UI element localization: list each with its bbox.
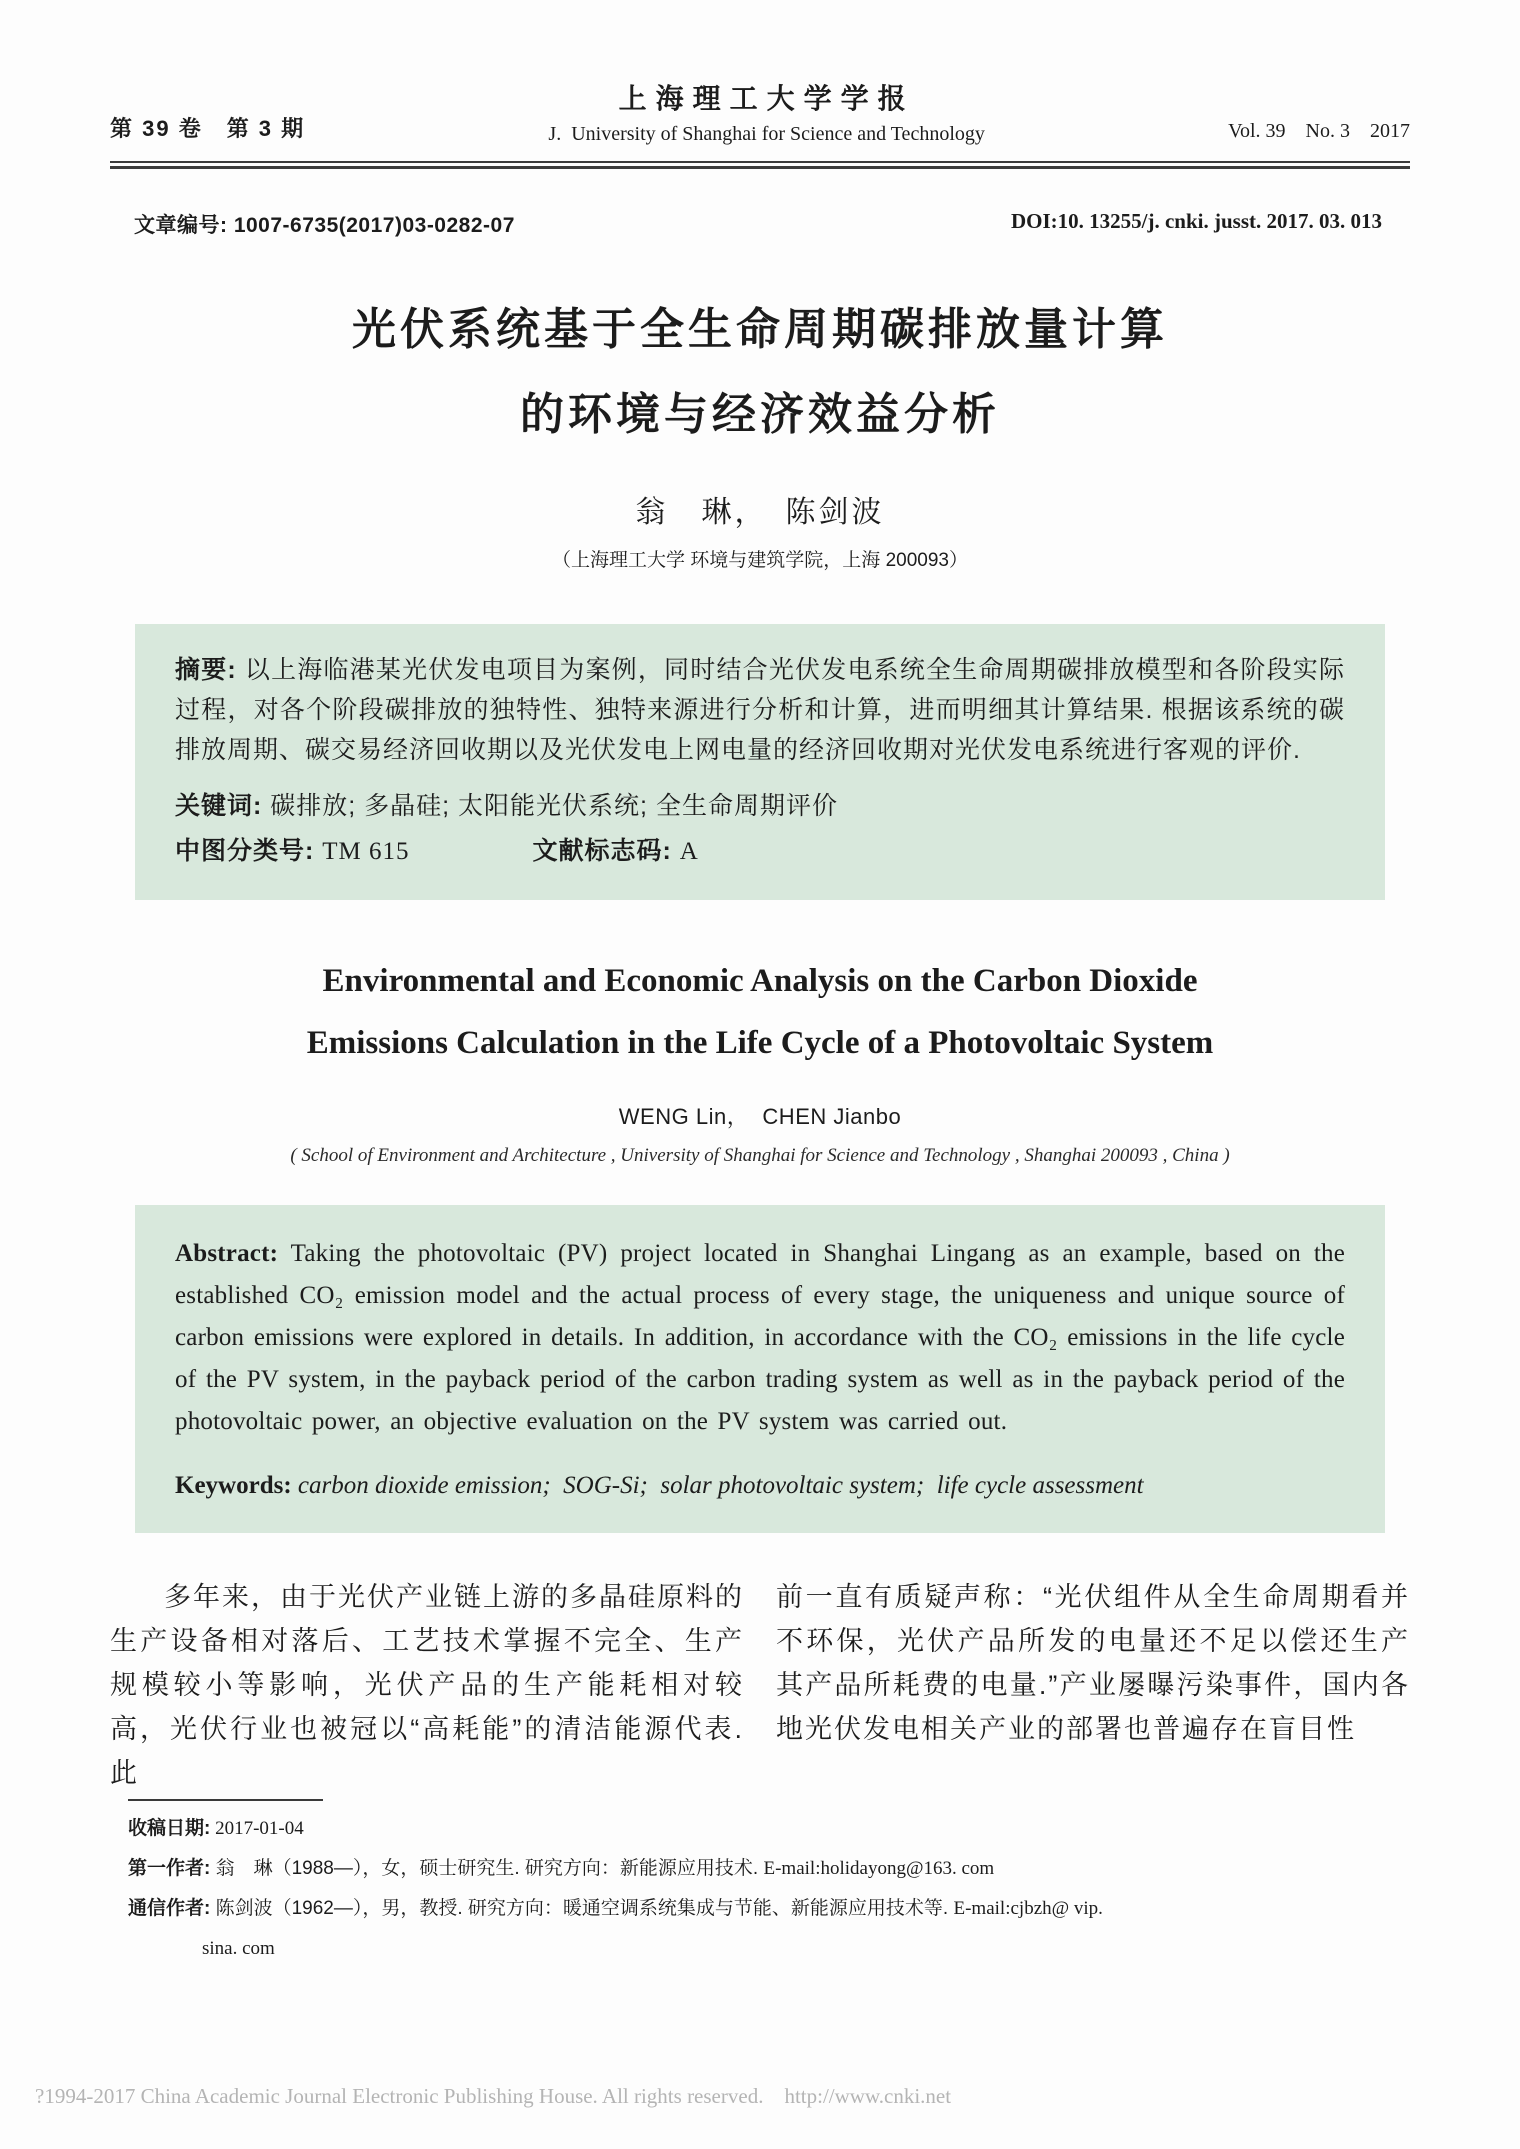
article-id: 文章编号: 1007-6735(2017)03-0282-07 xyxy=(134,214,515,237)
volume-issue-en: Vol. 39 No. 3 2017 xyxy=(1228,120,1410,142)
clc-line xyxy=(175,831,1345,872)
keywords-en-line xyxy=(175,1465,1345,1507)
cnki-copyright-footer: ?1994-2017 China Academic Journal Electronic Publishing House. All rights reserved. http://www.cnki.net xyxy=(35,2084,952,2108)
corresponding-email: E-mail:cjbzh@ vip. xyxy=(953,1898,1103,1919)
article-title-en-line1: Environmental and Economic Analysis on the Carbon Dioxide xyxy=(322,963,1198,999)
journal-title-block xyxy=(305,82,1228,147)
volume-issue-cn: 第 39 卷 第 3 期 xyxy=(110,116,306,141)
authors-en: WENG Lin， CHEN Jianbo xyxy=(618,1104,902,1129)
doc-code-label: 文献标志码: xyxy=(532,837,672,865)
doc-code-value: A xyxy=(679,838,699,865)
abstract-box-cn xyxy=(135,624,1385,900)
abstract-cn-paragraph xyxy=(175,650,1345,770)
received-label: 收稿日期: xyxy=(128,1818,211,1839)
keywords-cn-text: 碳排放; 多晶硅; 太阳能光伏系统; 全生命周期评价 xyxy=(262,792,838,820)
affiliation-en: ( School of Environment and Architecture , University of Shanghai for Science and Technology , Shanghai 200093 , China ) xyxy=(290,1145,1230,1166)
article-title-cn-line1: 光伏系统基于全生命周期碳排放量计算 xyxy=(352,305,1168,354)
abstract-en-label: Abstract: xyxy=(175,1240,279,1267)
footnote-first-author xyxy=(128,1849,1410,1889)
journal-header xyxy=(110,82,1410,147)
article-title-en xyxy=(110,950,1410,1074)
keywords-en-label: Keywords: xyxy=(175,1472,292,1499)
article-title-cn xyxy=(110,287,1410,457)
body-paragraph-left: 多年来，由于光伏产业链上游的多晶硅原料的生产设备相对落后、工艺技术掌握不完全、生产规模较小等影响，光伏产品的生产能耗相对较高，光伏行业也被冠以“高耗能”的清洁能源代表. 此 xyxy=(110,1582,744,1788)
footnote-block xyxy=(110,1799,1410,1969)
clc-value: TM 615 xyxy=(322,838,410,865)
keywords-en-text: carbon dioxide emission; SOG-Si; solar photovoltaic system; life cycle assessment xyxy=(291,1472,1144,1499)
footnote-corresponding xyxy=(128,1889,1410,1929)
authors-cn: 翁 琳， 陈剑波 xyxy=(635,496,885,529)
abstract-cn-text: 以上海临港某光伏发电项目为案例，同时结合光伏发电系统全生命周期碳排放模型和各阶段实际过程，对各个阶段碳排放的独特性、独特来源进行分析和计算，进而明细其计算结果. 根据该系统的碳排放周期、碳交易经济回收期以及光伏发电上网电量的经济回收期对光伏发电系统进行客观的评价. xyxy=(175,656,1346,764)
page-content xyxy=(110,0,1410,1969)
body-columns xyxy=(110,1575,1410,1795)
first-author-label: 第一作者: xyxy=(128,1858,211,1879)
abstract-en-text: Taking the photovoltaic (PV) project located in Shanghai Lingang as an example, based on the established CO₂ emission model and the actual process of every stage, the uniqueness and unique source of carbon emissions were explored in details. In addition, in accordance with the CO₂ emissions in the life cycle of the PV system, in the payback period of the carbon trading system as well as in the payback period of the photovoltaic power, an objective evaluation on the PV system was carried out. xyxy=(175,1240,1355,1435)
corresponding-info: 陈剑波（1962—），男，教授. 研究方向：暖通空调系统集成与节能、新能源应用技术等. xyxy=(210,1898,954,1919)
footnote-received xyxy=(128,1809,1410,1849)
article-title-cn-line2: 的环境与经济效益分析 xyxy=(520,390,1000,439)
journal-title-en: J. University of Shanghai for Science and Technology xyxy=(548,123,985,145)
corresponding-label: 通信作者: xyxy=(128,1898,211,1919)
journal-title-cn: 上海理工大学学报 xyxy=(618,83,915,114)
article-meta-row xyxy=(110,209,1410,239)
abstract-en-paragraph xyxy=(175,1233,1355,1443)
body-paragraph-right: 前一直有质疑声称：“光伏组件从全生命周期看并不环保，光伏产品所发的电量还不足以偿还生产其产品所耗费的电量.”产业屡曝污染事件，国内各地光伏发电相关产业的部署也普遍存在盲目性 xyxy=(776,1582,1410,1744)
keywords-cn-line xyxy=(175,786,1345,826)
abstract-cn-label: 摘要: xyxy=(175,656,237,684)
clc-label: 中图分类号: xyxy=(175,837,315,865)
affiliation-cn: （上海理工大学 环境与建筑学院，上海 200093） xyxy=(552,550,968,571)
abstract-box-en xyxy=(135,1205,1385,1533)
body-column-left xyxy=(110,1575,744,1795)
corresponding-email-wrap: sina. com xyxy=(202,1938,275,1959)
footnote-rule xyxy=(128,1799,323,1801)
body-column-right xyxy=(776,1575,1410,1795)
first-author-email: E-mail:holidayong@163. com xyxy=(763,1858,995,1879)
received-value: 2017-01-04 xyxy=(210,1818,304,1839)
first-author-info: 翁 琳（1988—），女，硕士研究生. 研究方向：新能源应用技术. xyxy=(210,1858,764,1879)
article-doi: DOI:10. 13255/j. cnki. jusst. 2017. 03. 013 xyxy=(1010,209,1382,233)
header-double-rule xyxy=(110,161,1410,169)
keywords-cn-label: 关键词: xyxy=(175,792,263,820)
article-title-en-line2: Emissions Calculation in the Life Cycle of a Photovoltaic System xyxy=(306,1025,1214,1061)
